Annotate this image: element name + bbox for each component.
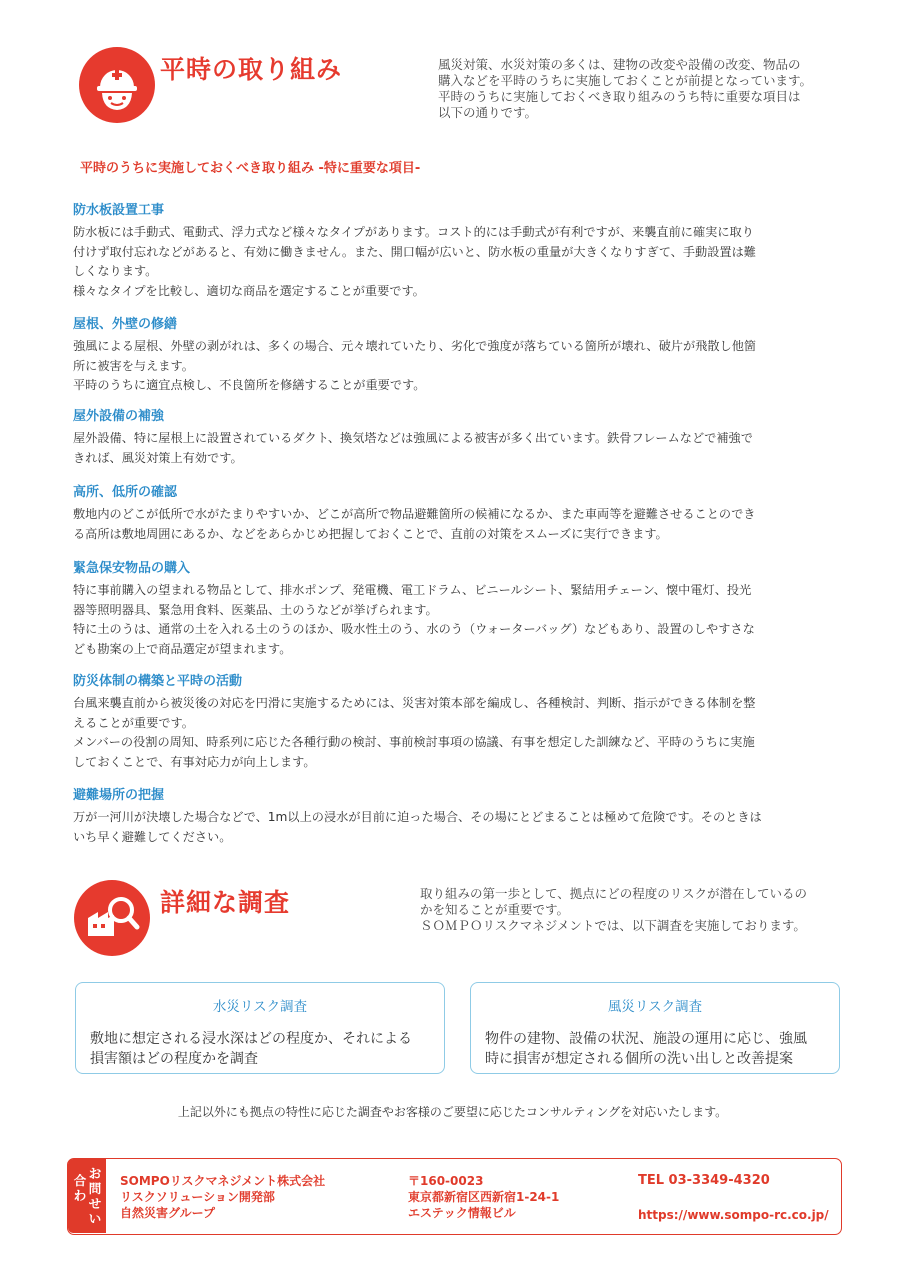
item-text: 屋外設備、特に屋根上に設置されているダクト、換気塔などは強風による被害が多く出ています。鉄骨フレームなどで補強で きれば、風災対策上有効です。 — [73, 431, 753, 465]
item-outdoor-equipment — [73, 405, 838, 468]
item-title: 防災体制の構築と平時の活動 — [73, 674, 243, 689]
item-title: 屋根、外壁の修繕 — [73, 317, 178, 332]
item-flood-barrier — [73, 199, 838, 301]
survey-box-text: 物件の建物、設備の状況、施設の運用に応じ、強風 時に損害が想定される個所の洗い出しと改善提案 — [485, 1031, 807, 1067]
item-roof-wall-repair — [73, 313, 838, 396]
item-text: 台風来襲直前から被災後の対応を円滑に実施するためには、災害対策本部を編成し、各種検討、判断、指示ができる体制を整 えることが重要です。 メンバーの役割の周知、時系列に応じた各種行動の検討、事前検討事項の協議、有事を想定した訓練など、平時のうちに実施 しておくことで、有事対応力が向上します。 — [73, 696, 756, 769]
item-text: 特に事前購入の望まれる物品として、排水ポンプ、発電機、電工ドラム、ビニールシート、緊結用チェーン、懐中電灯、投光 器等照明器具、緊急用食料、医薬品、土のうなどが挙げられます。 特に土のうは、通常の土を入れる土のうのほか、吸水性土のう、水のう（ウォーターバッグ）などもあり、設置のしやすさな ども勘案の上で商品選定が望まれます。 — [73, 583, 755, 656]
section-title-peacetime: 平時の取り組み — [160, 55, 343, 84]
item-title: 屋外設備の補強 — [73, 409, 165, 424]
survey-box-title: 水災リスク調査 — [212, 999, 308, 1015]
item-disaster-structure — [73, 670, 838, 772]
item-text: 防水板には手動式、電動式、浮力式など様々なタイプがあります。コスト的には手動式が有利ですが、来襲直前に確実に取り 付けず取付忘れなどがあると、有効に働きません。また、開口幅が広いと、防水板の重量が大きくなりすぎて、手動設置は難 しくなります。 様々なタイプを比較し、適切な商品を選定することが重要です。 — [73, 225, 756, 298]
item-evacuation-site — [73, 784, 838, 847]
section-title-survey: 詳細な調査 — [160, 888, 291, 917]
survey-box-title: 風災リスク調査 — [607, 999, 703, 1015]
item-text: 敷地内のどこが低所で水がたまりやすいか、どこが高所で物品避難箇所の候補になるか、また車両等を避難させることのでき る高所は敷地周囲にあるか、などをあらかじめ把握しておくことで、直前の対策をスムーズに実行できます。 — [73, 507, 756, 541]
item-text: 万が一河川が決壊した場合などで、1m以上の浸水が目前に迫った場合、その場にとどまることは極めて危険です。そのときは いち早く避難してください。 — [73, 810, 762, 844]
contact-address: 〒160-0023 東京都新宿区西新宿1-24-1 エステック情報ビル — [408, 1174, 560, 1220]
factory-magnifier-icon — [74, 880, 150, 956]
contact-company: SOMPOリスクマネジメント株式会社 リスクソリューション開発部 自然災害グループ — [120, 1174, 326, 1220]
survey-box-wind — [470, 982, 840, 1074]
item-high-low-ground — [73, 481, 838, 544]
item-title: 避難場所の把握 — [73, 788, 165, 803]
contact-tel: TEL 03-3349-4320 — [638, 1173, 770, 1188]
survey-note: 上記以外にも拠点の特性に応じた調査やお客様のご要望に応じたコンサルティングを対応いたします。 — [177, 1105, 728, 1119]
item-title: 高所、低所の確認 — [73, 485, 178, 500]
survey-box-text: 敷地に想定される浸水深はどの程度か、それによる 損害額はどの程度かを調査 — [90, 1031, 412, 1067]
item-text: 強風による屋根、外壁の剥がれは、多くの場合、元々壊れていたり、劣化で強度が落ちている箇所が壊れ、破片が飛散し他箇 所に被害を与えます。 平時のうちに適宜点検し、不良箇所を修繕することが重要です。 — [73, 339, 757, 392]
survey-box-flood — [75, 982, 445, 1074]
contact-tag: 合 わ お 問 せ い — [68, 1159, 106, 1233]
section-subheading: 平時のうちに実施しておくべき取り組み -特に重要な項目- — [80, 161, 421, 176]
helmet-worker-icon — [79, 47, 155, 123]
item-title: 防水板設置工事 — [73, 203, 165, 218]
contact-footer — [67, 1158, 842, 1235]
section-intro-survey: 取り組みの第一歩として、拠点にどの程度のリスクが潜在しているの かを知ることが重要です。 ＳＯＭＰＯリスクマネジメントでは、以下調査を実施しております。 — [420, 886, 808, 933]
item-emergency-supplies — [73, 557, 838, 659]
contact-url[interactable]: https://www.sompo-rc.co.jp/ — [638, 1208, 829, 1222]
section-intro-peacetime: 風災対策、水災対策の多くは、建物の改変や設備の改変、物品の 購入などを平時のうちに実施しておくことが前提となっています。 平時のうちに実施しておくべき取り組みのうち特に重要な項目は 以下の通りです。 — [438, 57, 813, 120]
item-title: 緊急保安物品の購入 — [73, 561, 191, 576]
